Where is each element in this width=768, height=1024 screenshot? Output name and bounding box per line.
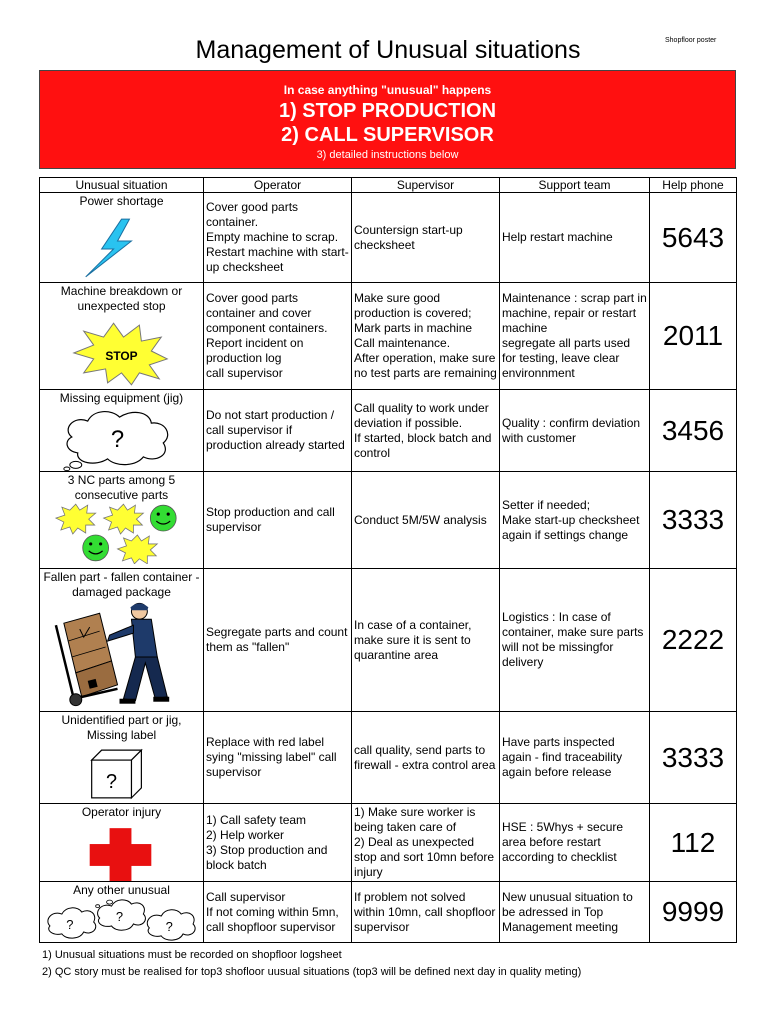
table-row [40,569,737,712]
table-row [40,712,737,804]
help-phone: 2222 [650,569,737,712]
situation-cell [40,882,204,943]
thought-bubble-icon [40,407,203,471]
situation-cell [40,283,204,390]
help-phone: 3333 [650,472,737,569]
support-cell: Have parts inspected again - find traceability again before release [500,712,650,804]
stop-burst-icon [40,317,203,387]
situation-cell [40,193,204,283]
support-cell: Setter if needed; Make start-up checksheet again if settings change [500,472,650,569]
table-row [40,390,737,472]
supervisor-cell: Countersign start-up checksheet [352,193,500,283]
situation-cell [40,569,204,712]
corner-label: Shopfloor poster [665,37,717,44]
banner-step-1: 1) STOP PRODUCTION [278,100,497,122]
svg-text:?: ? [106,770,118,793]
support-cell: Quality : confirm deviation with customer [500,390,650,472]
help-phone: 112 [650,804,737,882]
operator-cell: Call supervisor If not coming within 5mn, call shopfloor supervisor [204,882,352,943]
hand-truck-worker-icon [40,601,203,709]
column-header: Operator [204,178,352,193]
table-row [40,283,737,390]
svg-text:?: ? [115,908,124,924]
column-header: Supervisor [352,178,500,193]
supervisor-cell: Call quality to work under deviation if possible. If started, block batch and control [352,390,500,472]
situation-cell [40,390,204,472]
supervisor-cell: Make sure good production is covered; Mark parts in machine Call maintenance. After operation, make sure no test parts are remaining [352,283,500,390]
situation-label: Fallen part - fallen container - damaged package [43,570,200,599]
column-header: Support team [500,178,650,193]
table-row [40,472,737,569]
column-header: Unusual situation [40,178,204,193]
situation-cell [40,804,204,882]
table-header-row [40,178,737,193]
table-row [40,804,737,882]
help-phone: 3456 [650,390,737,472]
table-row [40,882,737,943]
table-row [40,193,737,283]
operator-cell: Cover good parts container and cover component containers. Report incident on production log call supervisor [204,283,352,390]
situation-cell [40,472,204,569]
help-phone: 5643 [650,193,737,283]
alert-banner [39,70,736,169]
red-cross-icon [40,824,203,882]
situation-label: Operator injury [81,805,162,819]
situation-cell [40,712,204,804]
operator-cell: Stop production and call supervisor [204,472,352,569]
help-phone: 2011 [650,283,737,390]
three-bubbles-icon [40,896,203,942]
column-header: Help phone [650,178,737,193]
lightning-icon [40,215,203,281]
situations-table [39,177,737,943]
support-cell: New unusual situation to be adressed in Top Management meeting [500,882,650,943]
support-cell: Logistics : In case of container, make sure parts will not be missingfor delivery [500,569,650,712]
operator-cell: Do not start production / call supervisor if production already started [204,390,352,472]
operator-cell: Cover good parts container. Empty machine to scrap. Restart machine with start-up checksheet [204,193,352,283]
banner-step-3: 3) detailed instructions below [316,149,459,161]
supervisor-cell: call quality, send parts to firewall - extra control area [352,712,500,804]
nc-parts-icon [40,502,203,564]
svg-text:?: ? [165,918,173,934]
footnote: 2) QC story must be realised for top3 shofloor uusual situations (top3 will be defined next day in quality meting) [42,966,582,978]
banner-intro: In case anything "unusual" happens [283,83,492,97]
svg-text:?: ? [110,425,125,453]
situation-label: Any other unusual [73,883,170,897]
situation-label: Missing equipment (jig) [59,391,184,405]
operator-cell: 1) Call safety team 2) Help worker 3) Stop production and block batch [204,804,352,882]
situation-label: Unidentified part or jig, Missing label [61,713,182,742]
situation-label: Power shortage [79,194,164,208]
supervisor-cell: Conduct 5M/5W analysis [352,472,500,569]
supervisor-cell: If problem not solved within 10mn, call shopfloor supervisor [352,882,500,943]
situation-label: Machine breakdown or unexpected stop [60,284,183,313]
supervisor-cell: In case of a container, make sure it is sent to quarantine area [352,569,500,712]
operator-cell: Segregate parts and count them as "fallen" [204,569,352,712]
support-cell: Maintenance : scrap part in machine, repair or restart machine segregate all parts used for testing, leave clear environnment [500,283,650,390]
situation-label: 3 NC parts among 5 consecutive parts [67,473,176,502]
footnote: 1) Unusual situations must be recorded on shopfloor logsheet [42,949,342,961]
page-title: Management of Unusual situations [195,36,581,64]
help-phone: 3333 [650,712,737,804]
banner-step-2: 2) CALL SUPERVISOR [281,124,494,146]
unknown-box-icon [40,748,203,802]
svg-text:?: ? [66,916,74,932]
supervisor-cell: 1) Make sure worker is being taken care of 2) Deal as unexpected stop and sort 10mn before injury [352,804,500,882]
help-phone: 9999 [650,882,737,943]
operator-cell: Replace with red label sying "missing label" call supervisor [204,712,352,804]
svg-text:STOP: STOP [105,348,138,363]
support-cell: HSE : 5Whys + secure area before restart according to checklist [500,804,650,882]
support-cell: Help restart machine [500,193,650,283]
